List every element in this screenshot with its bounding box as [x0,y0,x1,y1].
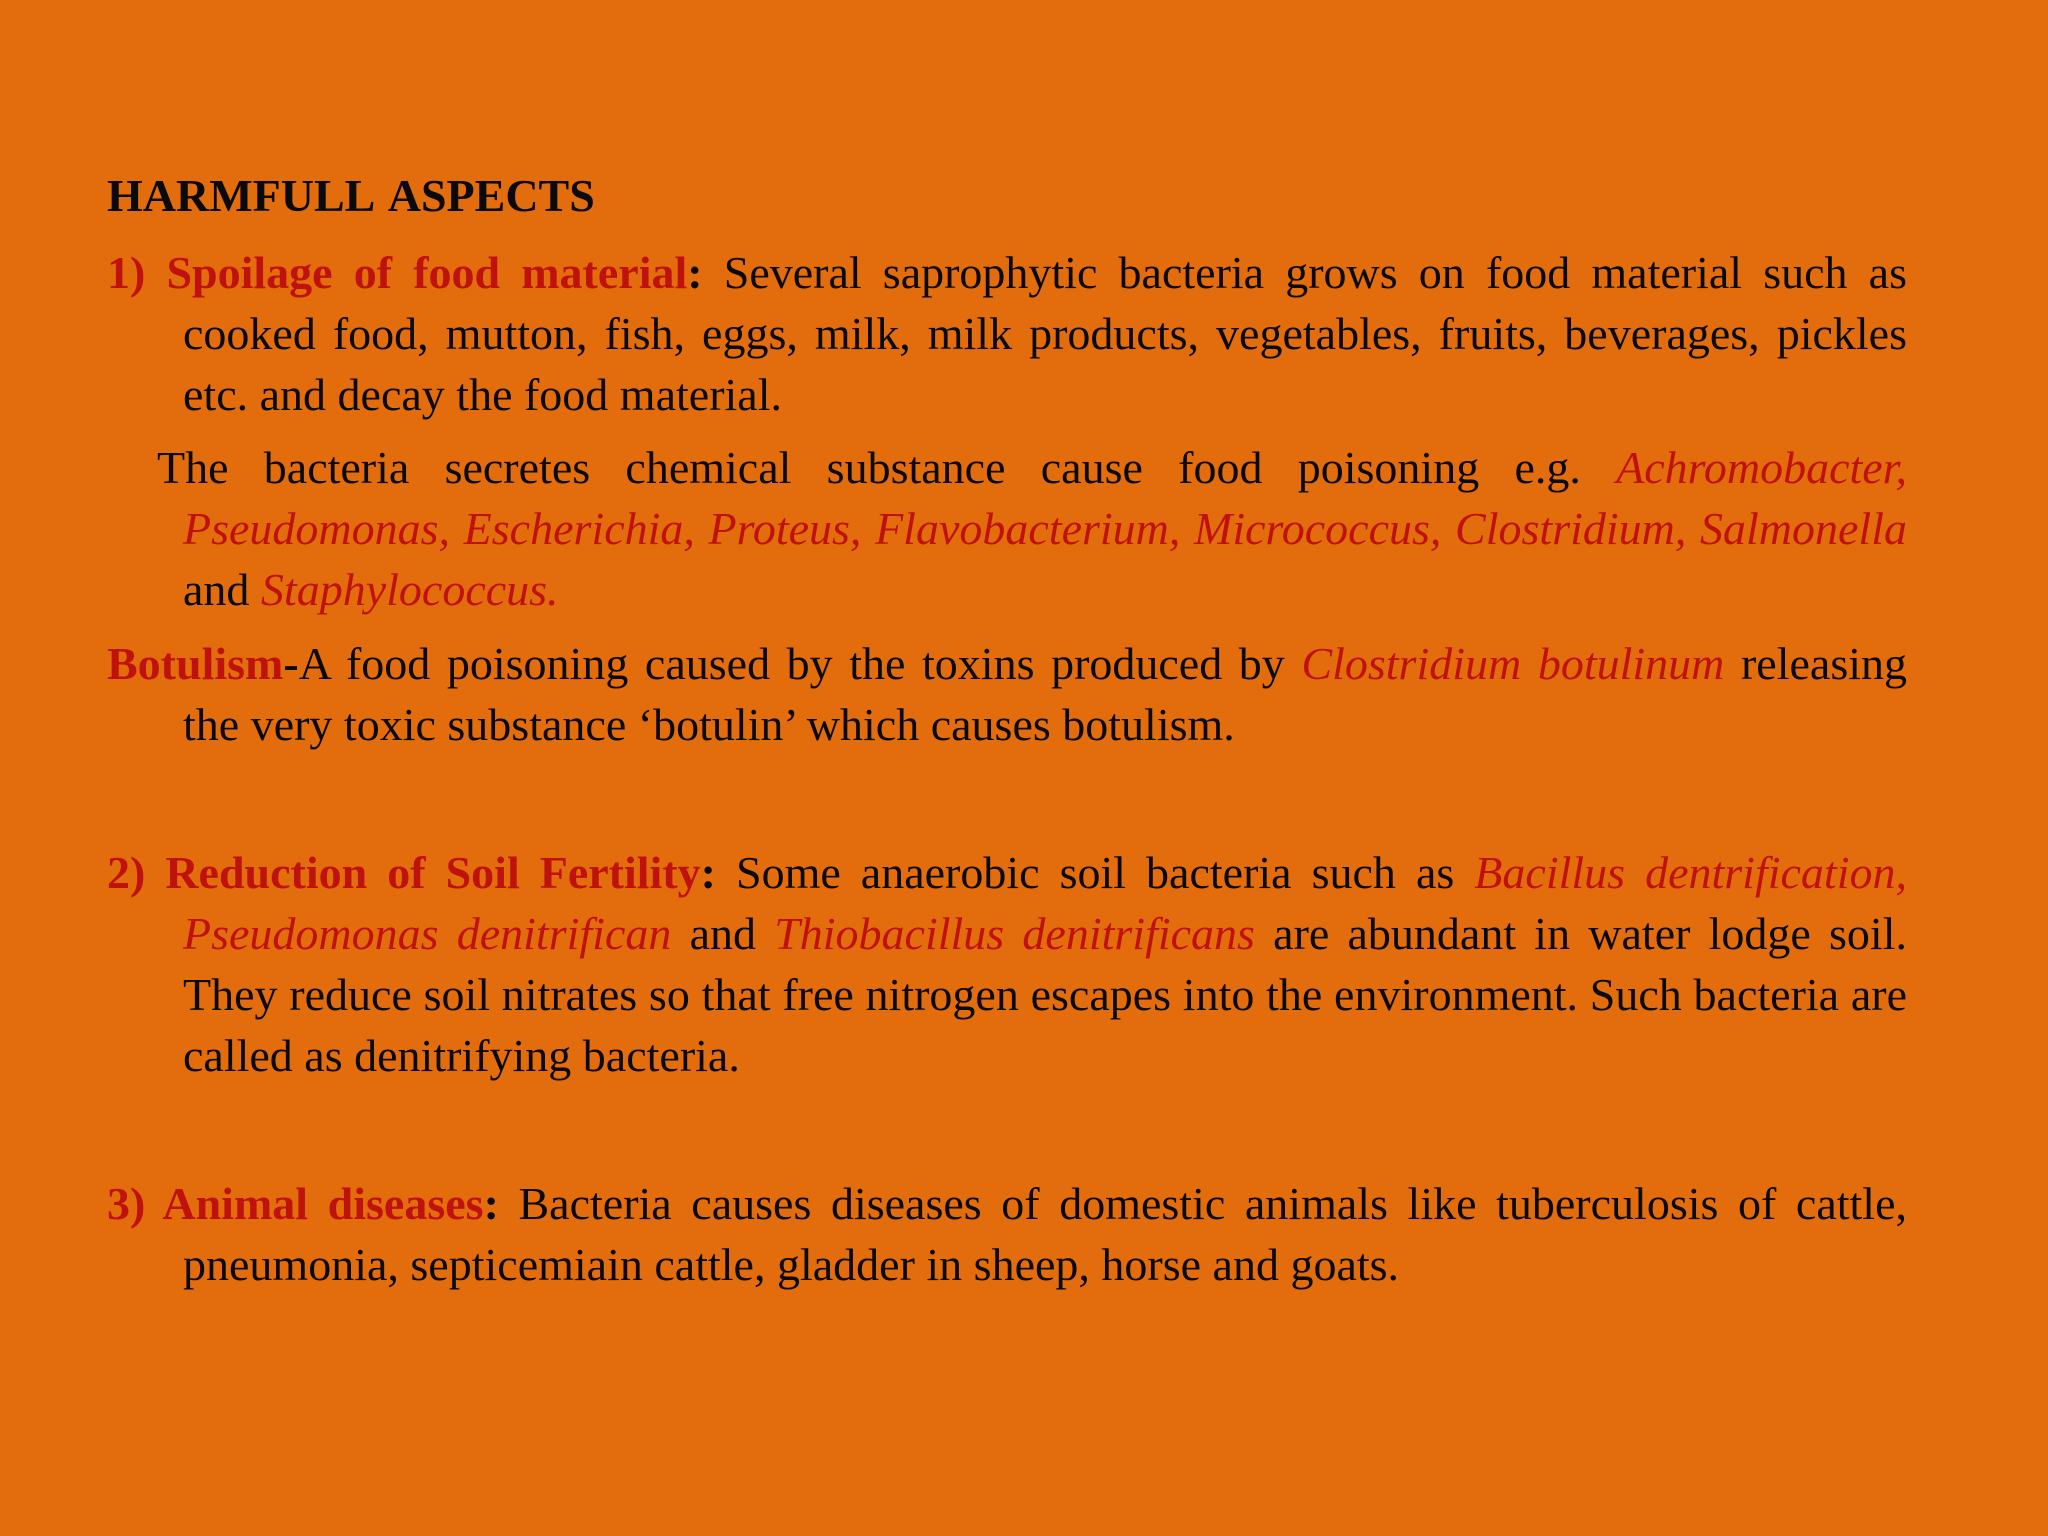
section-soil-and: and [671,908,775,959]
section-animal-diseases [107,1173,1907,1295]
section-animal-colon: : [483,1178,499,1229]
food-poisoning-intro: The bacteria secretes chemical substance cause food poisoning e.g. [157,442,1617,493]
section-spoilage [107,242,1907,425]
botulism-paragraph [107,633,1907,755]
food-poisoning-paragraph [107,437,1907,620]
botulism-organism: Clostridium botulinum [1301,638,1725,689]
botulism-body: A food poisoning caused by the toxins produced by [298,638,1302,689]
food-poisoning-and: and [183,564,261,615]
botulism-body-end: releasing the very toxic substance ‘botulin’ which causes botulism. [183,638,1908,750]
section-soil-species-2: Thiobacillus denitrificans [774,908,1255,959]
food-poisoning-species: Achromobacter, Pseudomonas, Escherichia, Proteus, Flavobacterium, Micrococcus, Clostridium, Salmonella [183,442,1907,554]
food-poisoning-last-species: Staphylococcus. [260,564,559,615]
section-soil-title: 2) Reduction of Soil Fertility [107,847,701,898]
section-soil-body: Some anaerobic soil bacteria such as [715,847,1475,898]
section-soil-fertility [107,842,1907,1086]
botulism-term: Botulism [107,638,284,689]
botulism-dash: - [283,638,299,689]
slide-heading: HARMFULL ASPECTS [107,170,595,221]
section-spoilage-colon: : [687,247,703,298]
section-soil-species-1: Bacillus dentrification, Pseudomonas denitrifican [183,847,1907,959]
section-spoilage-title: 1) Spoilage of food material [107,247,688,298]
section-animal-title: 3) Animal diseases [107,1178,484,1229]
section-spoilage-body: Several saprophytic bacteria grows on food material such as cooked food, mutton, fish, eggs, milk, milk products, vegetables, fruits, beverages, pickles etc. and decay the food material. [183,247,1907,420]
section-animal-body: Bacteria causes diseases of domestic animals like tuberculosis of cattle, pneumonia, septicemiain cattle, gladder in sheep, horse and goats. [183,1178,1907,1290]
section-soil-colon: : [700,847,716,898]
section-soil-body-end: are abundant in water lodge soil. They reduce soil nitrates so that free nitrogen escapes into the environment. Such bacteria are called as denitrifying bacteria. [183,908,1907,1081]
